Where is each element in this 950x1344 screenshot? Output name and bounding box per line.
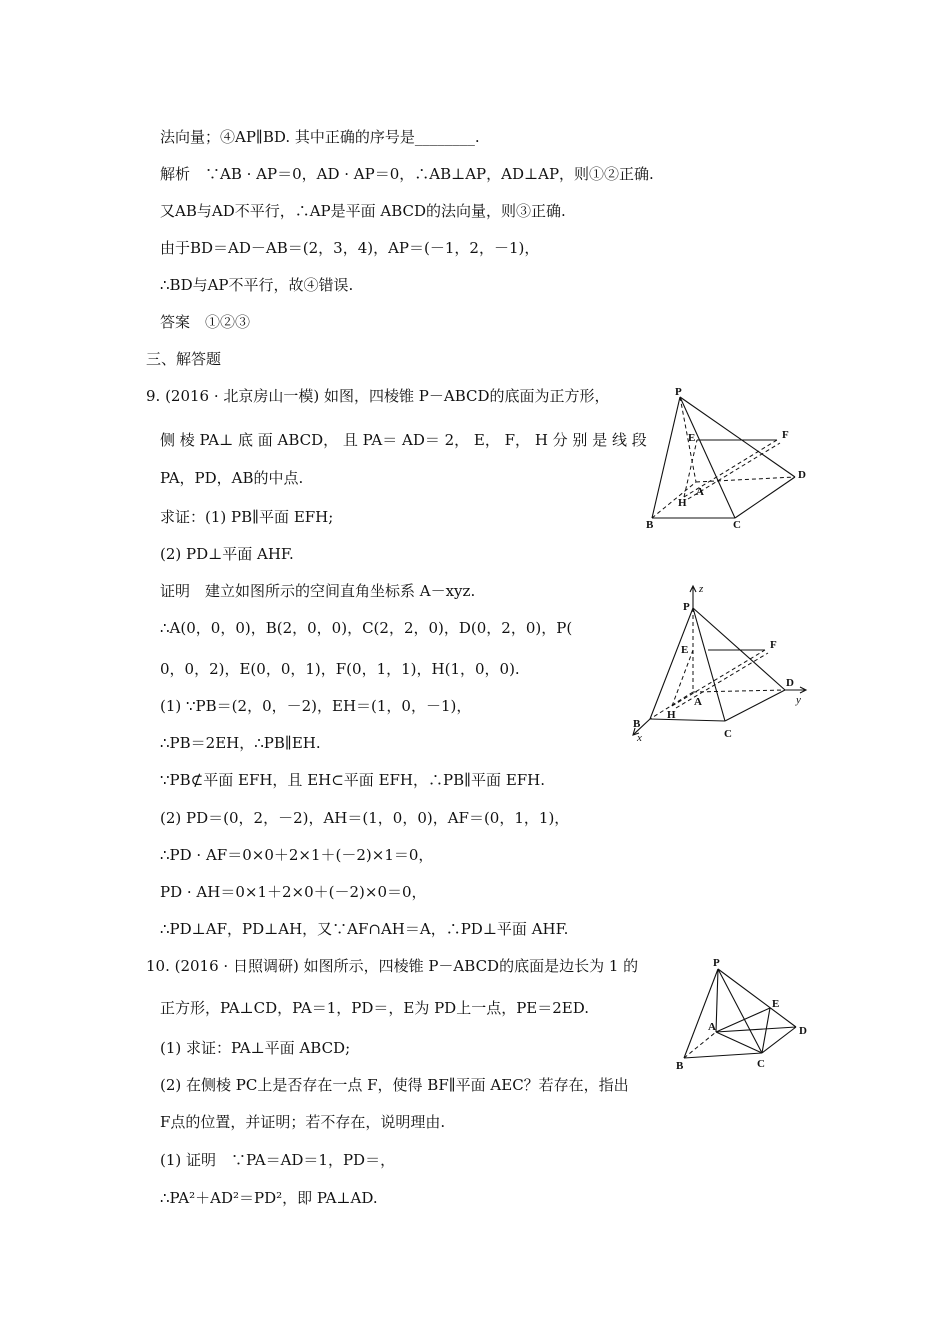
text-line: 解析 ∵AB · AP＝0，AD · AP＝0，∴AB⊥AP，AD⊥AP，则①②正确. (160, 165, 654, 183)
vertex-label: E (772, 998, 780, 1010)
text-line: 答案 ①②③ (160, 313, 251, 331)
vertex-label: D (786, 677, 794, 689)
vertex-label: C (724, 728, 732, 740)
vertex-label: P (713, 957, 720, 969)
vertex-label: F (770, 639, 777, 651)
vertex-label: H (678, 497, 687, 509)
text-line: ∴PB＝2EH，∴PB∥EH. (160, 734, 321, 752)
pyramid-figure-3 (670, 955, 820, 1075)
text-line: 又AB与AD不平行，∴AP是平面 ABCD的法向量，则③正确. (160, 202, 566, 220)
text-line: ∵PB⊄平面 EFH，且 EH⊂平面 EFH，∴PB∥平面 EFH. (160, 771, 546, 789)
vertex-label: D (799, 1025, 807, 1037)
text-line: (2) PD⊥平面 AHF. (160, 545, 294, 563)
text-line: PA，PD，AB的中点. (160, 469, 304, 487)
problem-10-title: 10. (2016 · 日照调研) 如图所示，四棱锥 P－ABCD的底面是边长为 1 的 (146, 957, 639, 975)
axis-label: x (637, 732, 642, 744)
problem-9-title: 9. (2016 · 北京房山一模) 如图，四棱锥 P－ABCD的底面为正方形， (146, 387, 610, 405)
text-line: 证明 建立如图所示的空间直角坐标系 A－xyz. (160, 582, 476, 600)
vertex-label: E (688, 432, 696, 444)
vertex-label: E (681, 644, 689, 656)
vertex-label: B (676, 1060, 684, 1072)
text-line: F点的位置，并证明；若不存在，说明理由. (160, 1113, 446, 1131)
text-line: (2) PD＝(0，2，－2)，AH＝(1，0，0)，AF＝(0，1，1)， (160, 809, 570, 827)
text-line: ∴BD与AP不平行，故④错误. (160, 276, 354, 294)
text-line: 法向量；④AP∥BD. 其中正确的序号是________. (160, 128, 480, 146)
vertex-label: H (667, 709, 676, 721)
text-line: (1) 求证：PA⊥平面 ABCD; (160, 1039, 351, 1057)
text-line: ∴PD · AF＝0×0＋2×1＋(－2)×1＝0， (160, 846, 434, 864)
axis-label: z (699, 583, 704, 595)
text-line: 0，0，2)，E(0，0，1)，F(0，1，1)，H(1，0，0). (160, 660, 520, 678)
pyramid-figure-2 (620, 582, 815, 744)
text-line: 侧 棱 PA⊥ 底 面 ABCD， 且 PA＝ AD＝ 2， E， F， H 分 别 是 线 段 (160, 431, 647, 449)
section-heading: 三、解答题 (146, 350, 222, 368)
vertex-label: C (757, 1058, 765, 1070)
vertex-label: B (633, 718, 641, 730)
axis-label: y (796, 694, 801, 706)
pyramid-figure-1 (640, 385, 815, 530)
vertex-label: C (733, 519, 741, 530)
vertex-label: A (694, 696, 702, 708)
vertex-label: B (646, 519, 654, 530)
vertex-label: P (675, 386, 682, 398)
text-line: (2) 在侧棱 PC上是否存在一点 F，使得 BF∥平面 AEC？若存在，指出 (160, 1076, 629, 1094)
vertex-label: P (683, 601, 690, 613)
vertex-label: A (708, 1021, 716, 1033)
text-line: 由于BD＝AD－AB＝(2，3，4)，AP＝(－1，2，－1)， (160, 239, 540, 257)
text-line: 求证：(1) PB∥平面 EFH; (160, 508, 334, 526)
text-line: ∴PA²＋AD²＝PD²，即 PA⊥AD. (160, 1189, 378, 1207)
vertex-label: D (798, 469, 806, 481)
text-line: 正方形，PA⊥CD，PA＝1，PD＝，E为 PD上一点，PE＝2ED. (160, 999, 590, 1017)
vertex-label: A (696, 486, 704, 498)
text-line: ∴A(0，0，0)，B(2，0，0)，C(2，2，0)，D(0，2，0)，P( (160, 619, 573, 637)
text-line: (1) ∵PB＝(2，0，－2)，EH＝(1，0，－1)， (160, 697, 472, 715)
text-line: ∴PD⊥AF，PD⊥AH，又∵AF∩AH＝A，∴PD⊥平面 AHF. (160, 920, 569, 938)
text-line: PD · AH＝0×1＋2×0＋(－2)×0＝0， (160, 883, 427, 901)
vertex-label: F (782, 429, 789, 441)
text-line: (1) 证明 ∵PA＝AD＝1，PD＝， (160, 1151, 396, 1169)
